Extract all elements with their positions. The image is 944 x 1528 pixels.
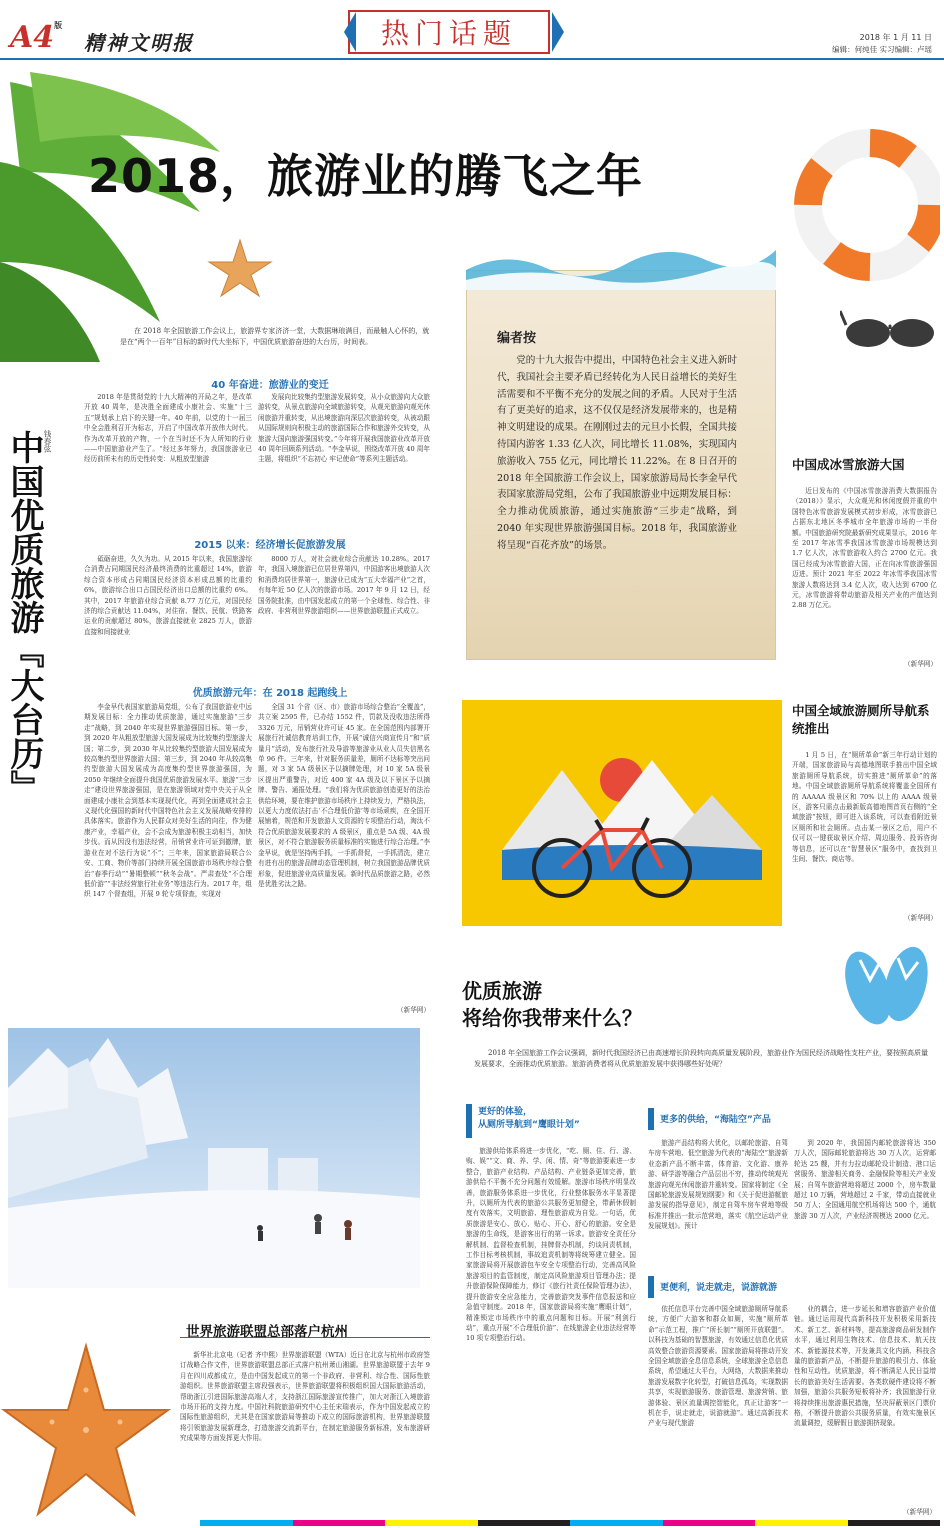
- section-3-source: （新华网）: [397, 1006, 430, 1014]
- wta-heading: 世界旅游联盟总部落户杭州: [186, 1324, 348, 1340]
- palm-leaves-illustration: [0, 62, 230, 362]
- editor-note-title: 编者按: [497, 331, 537, 346]
- issue-date: 2018 年 1 月 11 日: [859, 33, 932, 42]
- section-1-right: 发展向比较集约型旅游发展转变，从小众旅游向大众旅游转变，从景点旅游向全域旅游转变，从观光旅游向观光休闲旅游并重转变，从出境旅游向深层次旅游转变，从被动跟从国际规则向积极主动的旅游国际合作和旅游外交转变，从旅游大国向旅游强国转变。”今年将开展我国旅游业改革开放 40 周年回顾系列活动。“李金早说，围绕改革开放 40 周年主题，将组织“不忘初心 牢记使命”等系列主题活动。: [258, 393, 430, 464]
- quality-source: （新华网）: [903, 1508, 936, 1516]
- ice-tourism-text: 近日发布的《中国冰雪旅游消费大数据报告（2018）》显示，大众观光和休闲度假并重的中国特色冰雪旅游发展模式初步形成，冰雪旅游已占据东北地区冬季城市全年旅游市场的一半份额。中国旅游研究院最新研究成果显示，2016 年至 2017 年冰雪季我国冰雪旅游市场规模达到 1.7 亿人次，冰雪旅游收入约合 2700 亿元。我国已经成为冰雪旅游大国，正在向冰雪旅游强国迈进。预计 2021 年至 2022 年冰雪季我国冰雪旅游人数将达到 3.4 亿人次，收入达到 6700 亿元，冰雪旅游将带动旅游及相关产业的产值达到 2.88 万亿元。: [792, 487, 937, 610]
- editors: 编辑：何纯佳 实习编辑：卢瑶: [832, 45, 932, 54]
- quality-tourism-heading: 优质旅游 将给你我带来什么？: [462, 979, 642, 1030]
- section-heading-40-years: 40 年奋进：旅游业的变迁: [211, 380, 329, 391]
- col2-heading1-marker: [648, 1108, 654, 1130]
- editor-note-text: 党的十九大报告中提出，中国特色社会主义进入新时代，我国社会主要矛盾已经转化为人民日益增长的美好生活需要和不平衡不充分的发展之间的矛盾。人民对于生活有了更美好的追求，这不仅仅是经济发展带来的，也是精神文明建设的成果。在刚刚过去的元旦小长假，全国共接待国内游客 1.33 亿人次，同比增长 11.08%，实现国内旅游收入 755 亿元，同比增长 11.22%。在 8 日召开的 2018 年全国旅游工作会议上，国家旅游局局长李金早代表国家旅游局党组，公布了我国旅游业中远期发展目标：全力推动优质旅游，通过实施旅游“三步走”战略，到 2040 年实现世界旅游强国目标。2018 年，我国旅游业将呈现“百花齐放”的场景。: [497, 355, 737, 551]
- ice-tourism-source: （新华网）: [904, 660, 937, 668]
- masthead: [0, 0, 944, 62]
- snow-castle-photo: [8, 1028, 420, 1288]
- section-2-right: 8000 万人，对社会就业综合贡献达 10.28%。2017 年，我国入境旅游已位居世界第四，中国游客出境旅游人次和消费均居世界第一，旅游业已成为“五大幸福产业”之首，有每年近 50 亿人次的旅游市场。2017 年 9 月 12 日，经国务院批准，由中国发起成立的第一个全球性、综合性、非政府、非营利世界旅游组织——世界旅游联盟正式成立。: [258, 555, 430, 616]
- col2-heading2: 更便利，说走就走，说游就游: [660, 1283, 778, 1293]
- section-3-left: 李金早代表国家旅游局党组，公布了我国旅游业中远期发展目标：全力推动优质旅游，通过实施旅游“三步走”战略，到 2040 年实现世界旅游强国目标。第一步，到 2020 年从粗放型旅游大国发展成为比较集约型旅游大国；第二步，到 2030 年从比较集约型旅游大国发展成为较高集约型世界旅游大国；第三步，到 2040 年从较高集约型旅游大国发展成为高度集约型世界旅游强国，为 2050 年继续全面提升我国优质旅游发展水平。旅游“三步走”建设世界旅游强国，是在旅游领域对党中央关于从全面建成小康社会到基本实现现代化，再到全面建成社会主义现代化强国的新时代中国特色社会主义发展战略安排的具体落实。旅游作为人民群众对美好生活的向往，作为健康产业，幸福产业，会不会成为旅游积极主动相当，加快步伐。而从因没有违法经营，吊销营业许可证到撤牌，旅游业在对不法行为说“不”；三年来，国家旅游局联合公安、工商、物价等部门持续开展全国旅游市场秩序综合整治“春季行动”“暑期整顿”“秋冬会战”。严肃查处“不合理低价游”“非法经营旅行社业务”等违法行为。2017 年，组织 147 个督查组，开展 9 轮专项督查，实现对: [84, 703, 252, 899]
- section-title: 热门话题: [380, 17, 517, 50]
- ice-tourism-heading: 中国成冰雪旅游大国: [792, 457, 905, 472]
- sunglasses-icon: [840, 305, 940, 355]
- col2b-text: 到 2020 年，我国国内邮轮旅游将达 350 万人次，国际邮轮旅游将达 30 万人次，运营邮轮达 25 艘，并有力拉动邮轮设计制造、港口运营服务、旅游相关商务、金融保险等相关产业发展；自驾车旅游营地将超过 2000 个，房车数量超过 10 万辆，营地超过 2 千家，带动直接就业 50 万人；全国通用航空机场将达 500 个，通航旅游 30 万人次，产业经济规模达 2000 亿元。: [794, 1139, 936, 1220]
- side-title: 中国优质旅游『大台历』: [4, 430, 44, 804]
- col2c-text: 依托信息平台完善中国全域旅游厕所导航系统，方便广大游客和群众如厕，实施“厕所革命”示范工程，推广“所长制”“厕所开放联盟”。以科技为基础的智慧旅游，有效通过信息化优质高效整合旅游资源要素。国家旅游局将推动开发全国全域旅游全息信息系统，全球旅游全息信息系统，希望通过大平台，大网络，大数据来推动旅游发展数字化转型，打破信息孤岛，实现数据共享，实现旅游服务、旅游管理、旅游营销、旅游体验、景区流量调控智能化，真正让游客“一机在手，说走就走，说游就游”。通过高新技术产业与现代旅游: [648, 1305, 788, 1428]
- col2-heading2-marker: [648, 1276, 654, 1298]
- section-3-right: 全国 31 个省（区、市）旅游市场综合整治“全覆盖”，共立案 2595 件，已办结 1552 件，罚款及没收违法所得 3326 万元，吊销营业许可证 45 家。在全国范围内部署开展旅行社诚信教育培训工作，开展“诚信兴商宣传月”和“质量月”活动，发布旅行社及导游等旅游业从业人员失信黑名单 96 件。三年来，针对服务质量差，厕所不达标等突出问题，对 3 家 5A 级景区予以摘牌处理，对 10 家 5A 级景区提出严重警告，对近 400 家 4A 级及以下景区予以摘牌、警告、通报处理。“我们将为优质旅游创造更好的法治供给环境，要在维护旅游市场秩序上持续发力，严格执法，以更大力度依法打击‘不合理低价游’等市场顽疾，在全国开展铺着，规范和开发旅游人文资源的专项整治行动，淘汰不符合优质旅游发展要求的 A 级景区，重点是 5A 级、4A 级景区，对不符合旅游服务质量标准的实施进行综合治理。”李金早说，就是坚持两手抓，一手抓督促，一手抓清洗，建立有进有出的旅游品牌动态管理机制，树立我国旅游品牌优质形象，促进旅游业高质量发展。新时代品质旅游之路，必然是优胜劣汰之路。: [258, 703, 430, 888]
- quality-tourism-lead: 2018 年全国旅游工作会议强调，新时代我国经济已由高速增长阶段转向高质量发展阶段，旅游业作为国民经济战略性支柱产业，要按照高质量发展要求，全面推动优质旅游。旅游消费者将从优质旅游发展中获得哪些好处呢？: [474, 1049, 929, 1068]
- registration-bar: [200, 1520, 940, 1526]
- starfish-orange-icon: [0, 1340, 172, 1520]
- header-rule: [0, 58, 944, 60]
- wta-text: 新华社北京电（记者 齐中熙）世界旅游联盟（WTA）近日在北京与杭州市政府签订战略合作文件，世界旅游联盟总部正式落户杭州萧山湘湖。世界旅游联盟于去年 9 月在四川成都成立，是由中国发起成立的第一个非政府、非营利、综合性、国际性旅游组织。世界旅游联盟主席段强表示，世界旅游联盟将积极组织国大国际旅游活动，帮助浙江引进国际旅游高端人才，支持浙江国际旅游宣传推广，加大对浙江入境旅游市场开拓的支持力度。中国社科院旅游研究中心主任宋瑞表示，作为中国发起成立的国际性旅游组织，尤其是在国家旅游局等推动下成立的国际旅游机构，世界旅游联盟将引领旅游发展新理念，打造旅游交流新平台，在制定旅游服务新标准，发布旅游研究成果等方面发挥更大作用。: [180, 1351, 430, 1443]
- flip-flops-icon: [830, 940, 940, 1030]
- section-heading-quality-year: 优质旅游元年：在 2018 起跑线上: [192, 688, 348, 699]
- lifebuoy-icon: [790, 125, 940, 285]
- section-1-left: 2018 年是贯彻党的十九大精神的开局之年，是改革开放 40 周年，是决胜全面建成小康社会、实施“十三五”规划承上启下的关键一年。40 年前，以党的十一届三中全会胜利召开为标志，开启了中国改革开放伟大时代。作为改革开放的产物，一个在当时还不为人所知的行业——中国旅游业产生了。“经过多年努力，我国旅游业已经历前所未有的历史性转变：从粗放型旅游: [84, 393, 252, 464]
- col1-heading: 更好的体验， 从厕所导航到“鹰眼计划”: [478, 1107, 580, 1130]
- main-title: 2018，旅游业的腾飞之年: [88, 149, 644, 203]
- bike-mountains-illustration: [462, 700, 782, 926]
- col2-heading1: 更多的供给，“海陆空”产品: [660, 1115, 771, 1125]
- toilet-navigation-heading: 中国全域旅游厕所导航系统推出: [792, 703, 930, 736]
- starfish-icon: [205, 238, 275, 298]
- toilet-navigation-source: （新华网）: [904, 914, 937, 922]
- col2a-text: 旅游产品结构将大优化，以邮轮旅游、自驾车房车营地、低空旅游为代表的“海陆空”旅游新业态新产品不断丰富，体育游、文化游、康养游、研学游等融合产品层出不穷，推动传统观光旅游向观光休闲旅游并重转变。国家将制定《全国邮轮旅游发展规划纲要》和《关于促进游艇旅游发展的指导意见》，制定自驾车房车营地等级标准并推出一批示范营地，落实《航空运动产业发展规划》。预计: [648, 1139, 788, 1231]
- arrow-right-icon: [552, 12, 564, 52]
- lead-paragraph: 在 2018 年全国旅游工作会议上，旅游界专家济济一堂，大数据琳琅满目，而最触人心怀的，就是在“两个一百年”目标的新时代大坐标下，中国优质旅游奋进的大台历，时间表。: [120, 327, 430, 346]
- newspaper-name: 精神文明报: [84, 31, 194, 55]
- arrow-left-icon: [344, 12, 356, 52]
- side-author: 钱春弦: [43, 430, 52, 453]
- toilet-navigation-text: 1 月 5 日，在“厕所革命”新三年行动计划的开端，国家旅游局与高德地图联手推出中国全域旅游厕所导航系统，切实推进“厕所革命”的落地。中国全域旅游厕所导航系统将覆盖全国所有的 AAAAA 级景区和 70% 以上的 AAAA 级景区，游客只需点击最新版高德地图首页右侧的“全域旅游”按钮，即可进入该系统，可以查看附近景区厕所和社会厕所。点击某一景区之后，用户不仅可以一键获取景区介绍、周边服务、投诉咨询等信息，还可以在“智慧景区”服务中，查找到卫生间、餐饮、商店等。: [792, 751, 937, 864]
- wave-decoration: [466, 240, 776, 290]
- section-heading-2015: 2015 以来：经济增长促旅游发展: [194, 540, 346, 551]
- col2d-text: 业的耦合，进一步延长和增容旅游产业价值链。通过运用现代高新科技开发积极采用新技术、新工艺、新材料等，提高旅游商品研发制作水平，通过利用生物技术、信息技术、航天技术、新能源技术等，开发兼具文化内涵、科技含量的旅游新产品，不断提升旅游的吸引力、体验性和互动性。优质旅游，将不断满足人民日益增长的旅游美好生活需要。各类软硬件建设将不断加强，旅游公共服务短板将补齐；我国旅游行业将持续推出旅游惠民措施，坚决屏蔽景区门票价格，不断提升旅游公共服务质量，有效实施景区流量调控，缓解假日旅游拥挤现象。: [794, 1305, 936, 1428]
- page-number: $A4^版$: [10, 20, 63, 55]
- section-2-left: 砥砺奋进，久久为功。从 2015 年以来，我国旅游综合消费占同期国民经济最终消费的比重超过 14%，旅游综合资本形成占同期国民经济资本形成总额的比重约 6%，旅游综合出口占国民经济出口总额的比重约 6%。其中，2017 年旅游业综合贡献 8.77 万亿元，对国民经济的综合贡献达 11.04%，对住宿、餐饮、民航、铁路客运业的贡献超过 80%，旅游直接就业 2825 万人，旅游直接和间接就业: [84, 555, 252, 636]
- section-title-box: [348, 10, 550, 54]
- col1-text: 旅游供给体系将进一步优化，“吃、厕、住、行、游、购、娱”“文、商、养、学、闲、情、奇”等旅游要素进一步整合，旅游产业结构、产品结构、产业链条更加完善，旅游供给不平衡不充分问题有效缓解。旅游市场秩序明显改善，旅游服务体系进一步优化，行业整体服务水平显著提升，以厕所为代表的旅游公共服务更加健全，带薪休假制度有效落实，文明旅游、理性旅游成为自觉。一句话，优质旅游是安心、放心、贴心、开心、舒心的旅游。安全是旅游的生命线，是游客出行的第一诉求。旅游安全责任分解机制、监督检查机制，挂牌督办机制，约谈问责机制，工作目标考核机制，事故追责机制等将统筹建立健全。国家旅游局将开展旅游包车安全专项整治行动，完善高风险旅游项目的监管制度，制定高风险旅游项目管理办法；提升旅游保险保障能力，修订《旅行社责任保险管理办法》，提升旅游安全应急能力，完善旅游突发事件信息报送和应急值守制度。2018 年，国家旅游局将实施“鹰眼计划”，精准锁定市场秩序中的重点问题和目标。开展“利剑行动”，重点开展“不合理低价游”、在线旅游企业违法经营等 10 项专项整治行动。: [466, 1147, 636, 1343]
- editor-note-box: [466, 270, 776, 660]
- col1-heading-marker: [466, 1104, 472, 1138]
